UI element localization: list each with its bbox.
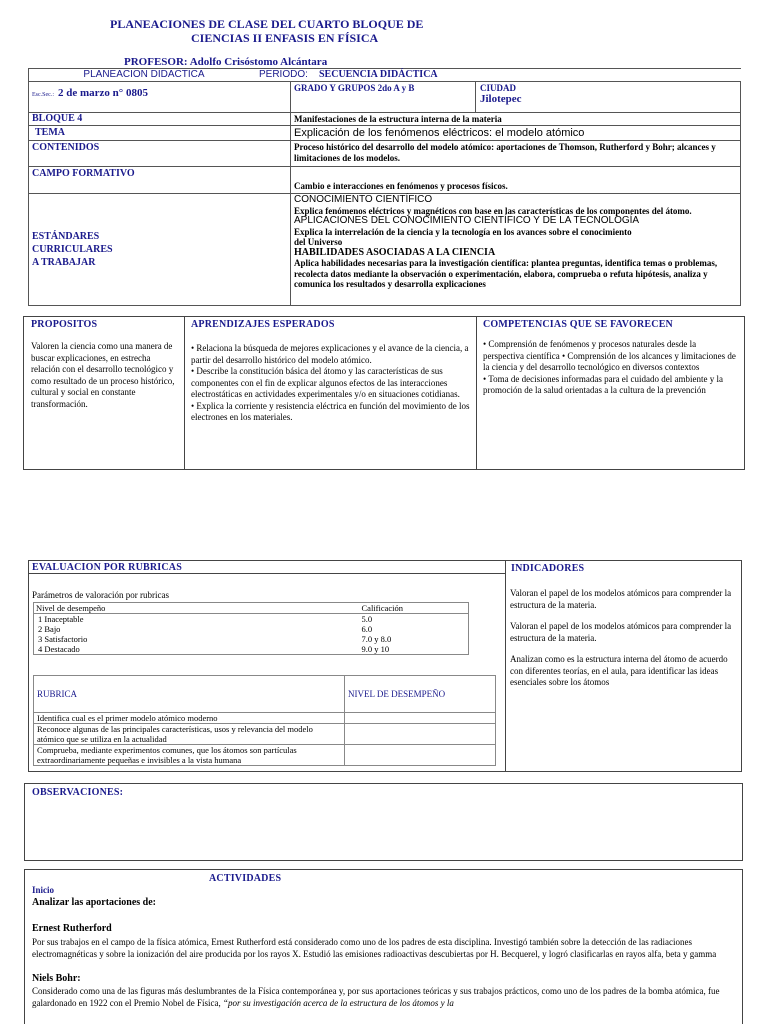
indicador-item: Analizan como es la estructura interna del átomo de acuerdo con diferentes teorías, en el aula, para identificar las ideas esenciales sobre los átomos xyxy=(510,654,728,687)
habilidades-text: Aplica habilidades necesarias para la investigación científica: plantea preguntas, identifica temas o problemas, recolecta datos mediante la observación o experimentación, elabora, comprueba o refuta hipótesis, analiza y comunica los resultados y desarrolla explicaciones xyxy=(294,258,718,289)
propositos-title: PROPOSITOS xyxy=(31,319,98,330)
campo-value: Cambio e interacciones en fenómenos y procesos físicos. xyxy=(291,167,741,194)
aplicaciones-text-2: del Universo xyxy=(294,237,343,247)
date-value: 2 de marzo n° 0805 xyxy=(58,87,148,99)
col-nivel-header: Nivel de desempeño xyxy=(36,603,106,613)
tema-value: Explicación de los fenómenos eléctricos: el modelo atómico xyxy=(291,126,741,141)
aprendizajes-list xyxy=(191,343,473,424)
page-title: PLANEACIONES DE CLASE DEL CUARTO BLOQUE DE xyxy=(110,17,424,31)
conocimiento-title: CONOCIMIENTO CIENTÍFICO xyxy=(294,194,433,205)
campo-label: CAMPO FORMATIVO xyxy=(29,167,291,194)
indicador-item: Valoran el papel de los modelos atómicos para comprender la estructura de la materia. xyxy=(510,588,732,610)
level-calif: 9.0 y 10 xyxy=(361,644,390,654)
level-name: 1 Inaceptable xyxy=(38,614,84,624)
aprendizajes-title: APRENDIZAJES ESPERADOS xyxy=(191,319,335,330)
level-calif: 5.0 xyxy=(361,614,373,624)
bohr-text xyxy=(32,986,738,1009)
rubric-table xyxy=(33,675,496,766)
evaluacion-title: EVALUACION POR RUBRICAS xyxy=(32,562,182,573)
rubric-nivel-cell[interactable] xyxy=(345,713,496,724)
tema-label: TEMA xyxy=(29,126,291,141)
conocimiento-text: Explica fenómenos eléctricos y magnéticos con base en las características de los componentes del átomo. xyxy=(294,205,692,216)
periodo-label: PERIODO: xyxy=(259,69,308,80)
bohr-name: Niels Bohr: xyxy=(32,973,81,984)
competencias-text-1: • Comprensión de fenómenos y procesos naturales desde la perspectiva científica • Comprensión de los alcances y limitaciones de la ciencia y del desarrollo tecnológico en diversos contextos xyxy=(483,339,736,372)
bloque-label: BLOQUE 4 xyxy=(29,113,291,126)
actividades-title: ACTIVIDADES xyxy=(209,873,282,884)
analizar-label: Analizar las aportaciones de: xyxy=(32,897,156,908)
aplicaciones-text-1: Explica la interrelación de la ciencia y la tecnología en los avances sobre el conocimiento xyxy=(294,226,632,237)
aplicaciones-title: APLICACIONES DEL CONOCIMIENTO CIENTÍFICO Y DE LA TECNOLOGÍA xyxy=(294,215,640,226)
estandares-cell xyxy=(29,194,291,306)
rubrica-header: RUBRICA xyxy=(34,676,345,713)
bohr-quote: “por su investigación acerca de la estructura de los átomos y la xyxy=(222,997,454,1008)
rubric-nivel-cell[interactable] xyxy=(345,724,496,745)
observaciones-box xyxy=(24,783,743,861)
ciudad-value: Jilotepec xyxy=(480,93,522,105)
rubric-nivel-cell[interactable] xyxy=(345,745,496,766)
indicador-item: Valoran el papel de los modelos atómicos para comprender la estructura de la materia. xyxy=(510,621,732,643)
bohr-text-body: Considerado como una de las figuras más deslumbrantes de la Física contemporánea y, por sus aportaciones teóricas y sus trabajos prácticos, como uno de los padres de la bomba atómica, fue galardonado en 1922 con el Premio Nobel de Física, xyxy=(32,986,720,1008)
page-subtitle: CIENCIAS II ENFASIS EN FÍSICA xyxy=(191,31,379,45)
levels-table xyxy=(33,602,469,655)
contenidos-label: CONTENIDOS xyxy=(29,141,291,167)
estandares-label-1: ESTÁNDARES xyxy=(32,231,100,242)
objectives-section xyxy=(23,316,745,470)
indicadores-list xyxy=(510,588,738,689)
level-calif: 7.0 y 8.0 xyxy=(361,634,392,644)
planeacion-label: PLANEACION DIDACTICA xyxy=(83,69,205,80)
actividades-box xyxy=(24,869,743,1024)
grado-label: GRADO Y GRUPOS 2do A y B xyxy=(291,82,476,112)
planning-table xyxy=(28,68,741,306)
habilidades-title: HABILIDADES ASOCIADAS A LA CIENCIA xyxy=(294,246,496,258)
level-name: 4 Destacado xyxy=(38,644,80,654)
col-calif-header: Calificación xyxy=(361,603,404,613)
evaluacion-section xyxy=(28,560,742,772)
level-name: 3 Satisfactorio xyxy=(38,634,88,644)
rutherford-name: Ernest Rutherford xyxy=(32,923,112,934)
estandares-content xyxy=(291,194,741,306)
rubric-row: Identifica cual es el primer modelo atómico moderno xyxy=(34,713,345,724)
aprendizaje-item: • Describe la constitución básica del átomo y las características de sus componentes con el fin de explicar algunos efectos de las interacciones electrostáticas en actividades experimentales y/o en situaciones cotidianas. xyxy=(191,366,460,399)
estandares-label-2: CURRICULARES xyxy=(32,244,113,255)
competencias-text xyxy=(483,339,737,397)
estandares-label-3: A TRABAJAR xyxy=(32,257,96,268)
inicio-label: Inicio xyxy=(32,885,55,895)
bloque-value: Manifestaciones de la estructura interna de la materia xyxy=(291,113,741,126)
ciudad-label: CIUDAD xyxy=(480,83,516,93)
profesor-label: PROFESOR: Adolfo Crisóstomo Alcántara xyxy=(124,56,328,68)
contenidos-value: Proceso histórico del desarrollo del modelo atómico: aportaciones de Thomson, Rutherford y Bohr; alcances y limitaciones de los modelos. xyxy=(291,141,741,167)
rubric-row: Reconoce algunas de las principales características, usos y relevancia del modelo atómico que se utiliza en la actualidad xyxy=(34,724,345,745)
level-calif: 6.0 xyxy=(361,624,373,634)
nivel-header: NIVEL DE DESEMPEÑO xyxy=(345,676,496,713)
competencias-title: COMPETENCIAS QUE SE FAVORECEN xyxy=(483,319,673,330)
rubric-row: Comprueba, mediante experimentos comunes, que los átomos son partículas extraordinariamente pequeñas e invisibles a la vista humana xyxy=(34,745,345,766)
rutherford-text: Por sus trabajos en el campo de la física atómica, Ernest Rutherford está considerado como uno de los padres de esta disciplina. Investigó también sobre la detección de las radiaciones electromagnéticas y sobre la ionización del aire producida por los rayos X. Estudió las emisiones radioactivas descubiertas por H. Becquerel, y logró clasificarlas en rayos alfa, beta y gamma xyxy=(32,937,717,959)
param-label: Parámetros de valoración por rubricas xyxy=(32,590,169,600)
aprendizaje-item: • Explica la corriente y resistencia eléctrica en función del movimiento de los electrones en los materiales. xyxy=(191,400,470,422)
aprendizaje-item: • Relaciona la búsqueda de mejores explicaciones y el avance de la ciencia, a partir del desarrollo histórico del modelo atómico. xyxy=(191,343,469,365)
secuencia-label: SECUENCIA DIDÁCTICA xyxy=(319,69,438,80)
competencias-text-2: • Toma de decisiones informadas para el cuidado del ambiente y la promoción de la salud orientadas a la cultura de la prevención xyxy=(483,373,724,395)
propositos-text: Valoren la ciencia como una manera de buscar explicaciones, en estrecha relación con el desarrollo tecnológico y como resultado de un proceso histórico, cultural y social en constante transformación. xyxy=(31,341,175,409)
level-name: 2 Bajo xyxy=(38,624,61,634)
observaciones-title: OBSERVACIONES: xyxy=(32,787,124,798)
indicadores-title: INDICADORES xyxy=(511,563,585,574)
esc-sec-label: Esc.Sec.: xyxy=(32,92,54,98)
